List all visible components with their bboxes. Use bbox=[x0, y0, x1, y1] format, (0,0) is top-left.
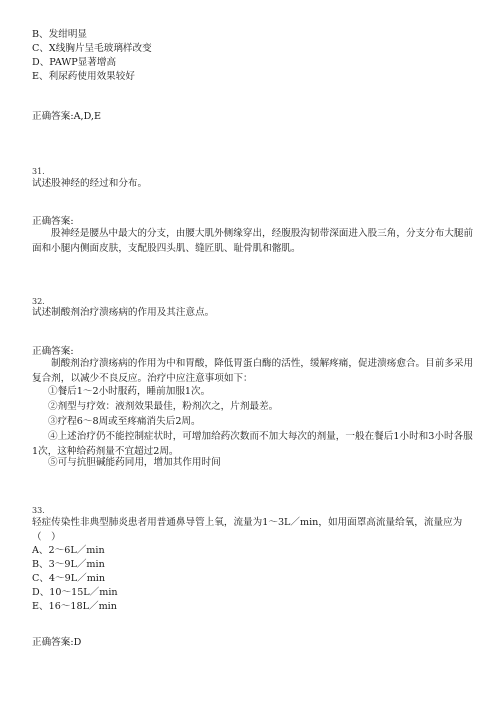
q32-point-3: ③疗程6～8周或至疼痛消失后2周。 bbox=[48, 416, 201, 427]
q32-point-2: ②剂型与疗效：液剂效果最佳，粉剂次之，片剂最差。 bbox=[48, 401, 279, 412]
q30-option-e: E、利尿药使用效果较好 bbox=[32, 71, 135, 82]
q31-answer-text: 股神经是腰丛中最大的分支，由腰大肌外侧缘穿出，经腹股沟韧带深面进入股三角，分支分布大腿前面和小腿内侧面皮肤，支配股四头肌、缝匠肌、耻骨肌和髂肌。 bbox=[32, 228, 474, 254]
q33-option-d: D、10～15L／min bbox=[32, 587, 118, 598]
q33-question: 轻症传染性非典型肺炎患者用普通鼻导管上氧，流量为1～3L／min，如用面罩高流量给氧，流量应为（ ） bbox=[32, 517, 463, 543]
q32-number: 32. bbox=[32, 297, 45, 306]
q33-option-c: C、4～9L／min bbox=[32, 573, 106, 584]
q33-option-a: A、2～6L／min bbox=[32, 545, 105, 556]
q33-option-b: B、3～9L／min bbox=[32, 559, 105, 570]
q33-option-e: E、16～18L／min bbox=[32, 601, 117, 612]
q32-point-1: ①餐后1～2小时服药，睡前加服1次。 bbox=[48, 386, 211, 397]
q33-answer: 正确答案:D bbox=[32, 637, 82, 648]
q30-option-b: B、发绀明显 bbox=[32, 29, 88, 40]
q30-answer: 正确答案:A,D,E bbox=[32, 111, 101, 122]
q31-answer-label: 正确答案: bbox=[32, 216, 74, 227]
q30-option-d: D、PAWP显著增高 bbox=[32, 57, 117, 68]
q32-point-4: ④上述治疗仍不能控制症状时，可增加给药次数而不加大每次的剂量，一般在餐后1小时和3小时各服1次，这种给药剂量不宜超过2周。 bbox=[32, 431, 473, 457]
q32-point-5: ⑤可与抗胆碱能药同用，增加其作用时间 bbox=[48, 457, 221, 468]
q33-number: 33. bbox=[32, 506, 45, 515]
q32-question: 试述制酸剂治疗溃疡病的作用及其注意点。 bbox=[32, 307, 215, 318]
q32-answer-label: 正确答案: bbox=[32, 346, 74, 357]
q31-number: 31. bbox=[32, 167, 45, 176]
q32-answer-intro: 制酸剂治疗溃疡病的作用为中和胃酸，降低胃蛋白酶的活性，缓解疼痛，促进溃疡愈合。目前多采用复合剂，以减少不良反应。治疗中应注意事项如下： bbox=[32, 358, 474, 384]
q30-option-c: C、X线胸片呈毛玻璃样改变 bbox=[32, 43, 152, 54]
q31-question: 试述股神经的经过和分布。 bbox=[32, 178, 148, 189]
